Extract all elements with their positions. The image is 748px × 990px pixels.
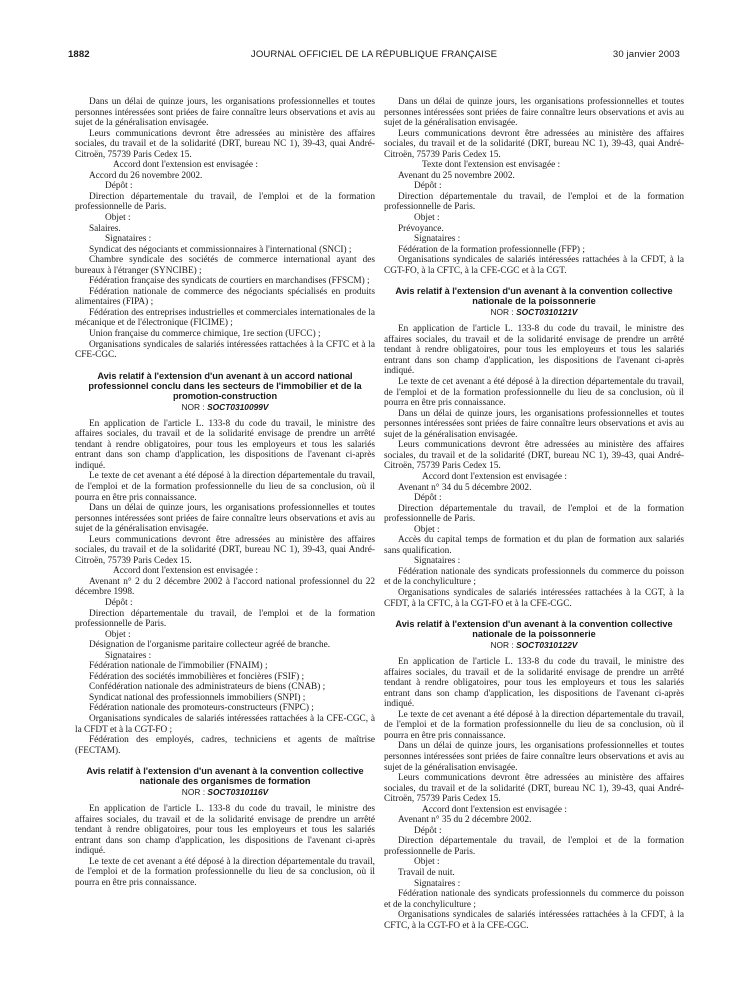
paragraph: Le texte de cet avenant a été déposé à la direction départementale du travail, de l'emploi et de la formation professionnelle du lieu de sa conclusion, où il pourra en être pris connaissance.: [384, 709, 684, 741]
paragraph: En application de l'article L. 133-8 du code du travail, le ministre des affaires sociales, du travail et de la solidarité envisage de prendre un arrêté tendant à rendre obligatoires, pour tous les employeurs et tous les salariés entrant dans son champ d'application, les dispositions de l'avenant ci-après indiqué.: [384, 324, 684, 377]
depot-text: Direction départementale du travail, de l'emploi et de la formation professionnelle de Paris.: [75, 191, 375, 213]
notice-continued: [75, 97, 375, 361]
objet-label: Objet :: [414, 857, 440, 868]
paragraph: Dans un délai de quinze jours, les organisations professionnelles et toutes personnes intéressées sont priées de faire connaître leurs observations et avis au sujet de la généralisation envisagée.: [384, 408, 684, 440]
signataire: Fédération nationale des syndicats professionnels du commerce du poisson et de la conchyliculture ;: [384, 566, 684, 588]
signataire: Syndicat des négociants et commissionnaires à l'international (SNCI) ;: [89, 244, 352, 255]
signataire: Confédération nationale des administrateurs de biens (CNAB) ;: [89, 682, 326, 693]
objet-label: Objet :: [414, 213, 440, 224]
accord-label: Accord dont l'extension est envisagée :: [422, 471, 567, 482]
depot-label: Dépôt :: [414, 493, 442, 504]
nor-label: NOR :: [181, 401, 205, 412]
depot-text: Direction départementale du travail, de l'emploi et de la formation professionnelle de Paris.: [384, 191, 684, 213]
signataires-label: Signataires :: [105, 650, 152, 661]
depot-text: Direction départementale du travail, de l'emploi et de la formation professionnelle de Paris.: [384, 836, 684, 857]
signataire: Fédération de la formation professionnelle (FFP) ;: [398, 244, 585, 255]
accord-text: Avenant n° 34 du 5 décembre 2002.: [398, 482, 532, 493]
depot-text: Direction départementale du travail, de l'emploi et de la formation professionnelle de Paris.: [75, 608, 375, 630]
issue-date: 30 janvier 2003: [612, 49, 680, 60]
accord-text: Avenant n° 35 du 2 décembre 2002.: [398, 815, 532, 826]
paragraph: Dans un délai de quinze jours, les organisations professionnelles et toutes personnes intéressées sont priées de faire connaître leurs observations et avis au sujet de la généralisation envisagée.: [75, 503, 375, 535]
paragraph: Dans un délai de quinze jours, les organisations professionnelles et toutes personnes intéressées sont priées de faire connaître leurs observations et avis au sujet de la généralisation envisagée.: [384, 97, 684, 129]
nor-reference: [384, 640, 684, 650]
objet-text: Travail de nuit.: [398, 868, 455, 878]
signataire: Union française du commerce chimique, 1re section (UFCC) ;: [89, 329, 321, 340]
depot-text: Direction départementale du travail, de l'emploi et de la formation professionnelle de Paris.: [384, 503, 684, 525]
notice-continued: [384, 97, 684, 276]
signataire: Fédération nationale des promoteurs-constructeurs (FNPC) ;: [89, 703, 314, 714]
depot-label: Dépôt :: [105, 597, 133, 608]
signataires-label: Signataires :: [414, 556, 461, 567]
signataire: Organisations syndicales de salariés intéressées rattachées à la CFDT, à la CGT-FO, à la CFTC, à la CFE-CGC et à la CGT.: [384, 255, 684, 276]
notice-immobilier: [75, 371, 375, 757]
nor-code: SOCT0310116V: [207, 787, 269, 798]
journal-title: JOURNAL OFFICIEL DE LA RÉPUBLIQUE FRANÇAISE: [250, 49, 498, 60]
objet-label: Objet :: [414, 524, 440, 535]
accord-label: Accord dont l'extension est envisagée :: [113, 566, 258, 577]
notice-title: Avis relatif à l'extension d'un avenant à la convention collective nationale de la poissonnerie: [395, 286, 673, 307]
paragraph: Dans un délai de quinze jours, les organisations professionnelles et toutes personnes intéressées sont priées de faire connaître leurs observations et avis au sujet de la généralisation envisagée.: [75, 97, 375, 129]
nor-reference: [75, 402, 375, 412]
paragraph: Leurs communications devront être adressées au ministère des affaires sociales, du travail et de la solidarité (DRT, bureau NC 1), 39-43, quai André-Citroën, 75739 Paris Cedex 15.: [384, 773, 684, 805]
accord-text: Avenant du 25 novembre 2002.: [398, 170, 515, 181]
paragraph: En application de l'article L. 133-8 du code du travail, le ministre des affaires sociales, du travail et de la solidarité envisage de prendre un arrêté tendant à rendre obligatoires, pour tous les employeurs et tous les salariés entrant dans son champ d'application, les dispositions de l'avenant ci-après indiqué.: [75, 804, 375, 857]
signataire: Fédération nationale des syndicats professionnels du commerce du poisson et de la conchyliculture ;: [384, 889, 684, 910]
paragraph: Dans un délai de quinze jours, les organisations professionnelles et toutes personnes intéressées sont priées de faire connaître leurs observations et avis au sujet de la généralisation envisagée.: [384, 741, 684, 773]
paragraph: Leurs communications devront être adressées au ministère des affaires sociales, du travail et de la solidarité (DRT, bureau NC 1), 39-43, quai André-Citroën, 75739 Paris Cedex 15.: [384, 440, 684, 472]
paragraph: Le texte de cet avenant a été déposé à la direction départementale du travail, de l'emploi et de la formation professionnelle du lieu de sa conclusion, où il pourra en être pris connaissance.: [384, 377, 684, 409]
objet-text: Accès du capital temps de formation et du plan de formation aux salariés sans qualification.: [384, 535, 684, 556]
depot-label: Dépôt :: [414, 181, 442, 192]
notice-organismes-formation: [75, 766, 375, 888]
paragraph: Leurs communications devront être adressées au ministère des affaires sociales, du travail et de la solidarité (DRT, bureau NC 1), 39-43, quai André-Citroën, 75739 Paris Cedex 15.: [75, 128, 375, 160]
left-column: [75, 97, 375, 889]
signataires-label: Signataires :: [414, 234, 461, 245]
nor-label: NOR :: [490, 307, 514, 318]
paragraph: Leurs communications devront être adressées au ministère des affaires sociales, du travail et de la solidarité (DRT, bureau NC 1), 39-43, quai André-Citroën, 75739 Paris Cedex 15.: [75, 534, 375, 566]
signataire: Organisations syndicales de salariés intéressées rattachées à la CGT, à la CFDT, à la CFTC, à la CGT-FO et à la CFE-CGC.: [384, 587, 684, 609]
nor-code: SOCT0310099V: [207, 401, 269, 412]
signataires-label: Signataires :: [414, 878, 461, 889]
depot-label: Dépôt :: [414, 825, 442, 836]
objet-text: Prévoyance.: [398, 223, 444, 234]
accord-text: Avenant n° 2 du 2 décembre 2002 à l'accord national professionnel du 22 décembre 1998.: [75, 576, 375, 598]
paragraph: En application de l'article L. 133-8 du code du travail, le ministre des affaires sociales, du travail et de la solidarité envisage de prendre un arrêté tendant à rendre obligatoires, pour tous les employeurs et tous les salariés entrant dans son champ d'application, les dispositions de l'avenant ci-après indiqué.: [75, 418, 375, 471]
notice-poissonnerie-35: [384, 619, 684, 931]
paragraph: Leurs communications devront être adressées au ministère des affaires sociales, du travail et de la solidarité (DRT, bureau NC 1), 39-43, quai André-Citroën, 75739 Paris Cedex 15.: [384, 128, 684, 160]
signataire: Organisations syndicales de salariés intéressées rattachées à la CFTC et à la CFE-CGC.: [75, 339, 375, 361]
accord-label: Accord dont l'extension est envisagée :: [113, 160, 258, 171]
signataire: Chambre syndicale des sociétés de commerce international ayant des bureaux à l'étranger (SYNCIBE) ;: [75, 255, 375, 276]
nor-code: SOCT0310122V: [516, 640, 578, 651]
page-header: [68, 49, 680, 63]
signataire: Fédération française des syndicats de courtiers en marchandises (FFSCM) ;: [89, 276, 370, 287]
paragraph: Le texte de cet avenant a été déposé à la direction départementale du travail, de l'emploi et de la formation professionnelle du lieu de sa conclusion, où il pourra en être pris connaissance.: [75, 856, 375, 888]
signataires-label: Signataires :: [105, 234, 152, 245]
objet-label: Objet :: [105, 629, 131, 640]
page-number: 1882: [68, 49, 90, 60]
nor-label: NOR :: [490, 640, 514, 651]
objet-text: Salaires.: [89, 223, 121, 234]
signataire: Fédération nationale de commerce des négociants spécialisés en produits alimentaires (FIPA) ;: [75, 286, 375, 308]
right-column: [384, 97, 684, 931]
nor-code: SOCT0310121V: [516, 307, 578, 318]
notice-poissonnerie-34: [384, 286, 684, 609]
nor-reference: [75, 787, 375, 797]
accord-label: Texte dont l'extension est envisagée :: [422, 160, 561, 171]
signataire: Organisations syndicales de salariés intéressées rattachées à la CFDT, à la CFTC, à la CGT-FO et à la CFE-CGC.: [384, 910, 684, 931]
accord-text: Accord du 26 novembre 2002.: [89, 170, 203, 181]
paragraph: Le texte de cet avenant a été déposé à la direction départementale du travail, de l'emploi et de la formation professionnelle du lieu de sa conclusion, où il pourra en être pris connaissance.: [75, 471, 375, 503]
signataire: Fédération des entreprises industrielles et commerciales internationales de la mécanique et de l'électronique (FICIME) ;: [75, 307, 375, 329]
accord-label: Accord dont l'extension est envisagée :: [422, 804, 567, 815]
depot-label: Dépôt :: [105, 181, 133, 192]
objet-text: Désignation de l'organisme paritaire collecteur agréé de branche.: [89, 640, 331, 651]
notice-title: Avis relatif à l'extension d'un avenant à la convention collective nationale des organismes de formation: [86, 766, 364, 787]
signataire: Syndicat national des professionnels immobiliers (SNPI) ;: [89, 692, 306, 703]
notice-title: Avis relatif à l'extension d'un avenant à la convention collective nationale de la poissonnerie: [395, 619, 673, 640]
signataire: Fédération des sociétés immobilières et foncières (FSIF) ;: [89, 671, 305, 682]
signataire: Fédération nationale de l'immobilier (FNAIM) ;: [89, 661, 268, 672]
signataire: Organisations syndicales de salariés intéressées rattachées à la CFE-CGC, à la CFDT et à la CGT-FO ;: [75, 713, 375, 735]
nor-label: NOR :: [181, 787, 206, 798]
notice-title: Avis relatif à l'extension d'un avenant à un accord national professionnel conclu dans les secteurs de l'immobilier et de la promotion-construction: [88, 370, 362, 401]
signataire: Fédération des employés, cadres, techniciens et agents de maîtrise (FECTAM).: [75, 735, 375, 756]
paragraph: En application de l'article L. 133-8 du code du travail, le ministre des affaires sociales, du travail et de la solidarité envisage de prendre un arrêté tendant à rendre obligatoires, pour tous les employeurs et tous les salariés entrant dans son champ d'application, les dispositions de l'avenant ci-après indiqué.: [384, 657, 684, 710]
objet-label: Objet :: [105, 213, 131, 224]
nor-reference: [384, 307, 684, 317]
